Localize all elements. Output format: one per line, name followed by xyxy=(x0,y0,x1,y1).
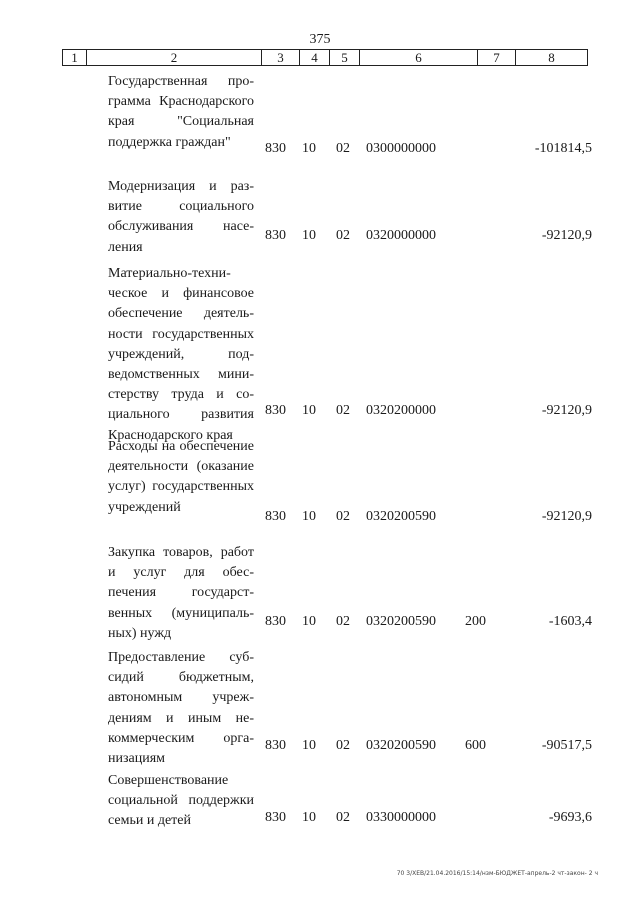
header-col-4: 4 xyxy=(299,50,329,65)
row-col-5: 02 xyxy=(336,614,350,629)
row-col-4: 10 xyxy=(302,141,316,156)
row-col-3: 830 xyxy=(265,403,286,418)
row-col-4: 10 xyxy=(302,403,316,418)
row-col-3: 830 xyxy=(265,509,286,524)
header-col-6: 6 xyxy=(359,50,477,65)
row-col-4: 10 xyxy=(302,228,316,243)
row-col-5: 02 xyxy=(336,738,350,753)
row-col-4: 10 xyxy=(302,810,316,825)
row-col-4: 10 xyxy=(302,509,316,524)
header-col-8: 8 xyxy=(515,50,587,65)
row-col-7: 600 xyxy=(465,738,486,753)
row-col-6: 0330000000 xyxy=(366,810,436,825)
header-col-5: 5 xyxy=(329,50,359,65)
row-col-5: 02 xyxy=(336,228,350,243)
row-amount: -9693,6 xyxy=(548,810,592,825)
row-col-6: 0320200590 xyxy=(366,509,436,524)
row-amount: -92120,9 xyxy=(541,228,592,243)
row-col-5: 02 xyxy=(336,810,350,825)
row-amount: -90517,5 xyxy=(541,738,592,753)
row-col-3: 830 xyxy=(265,810,286,825)
row-col-5: 02 xyxy=(336,141,350,156)
page-number: 375 xyxy=(309,32,331,47)
row-description: Предоставление субсидий бюджетным, автономным учреждениям и иным некоммерческим организациям xyxy=(108,650,254,767)
row-amount: -92120,9 xyxy=(541,403,592,418)
row-description: Расходы на обеспечение деятельности (оказание услуг) государственных учреждений xyxy=(108,439,254,515)
print-footer: 70 3/ХЕВ/21.04.2016/15:14/нзм-БЮДЖЕТ-апрель-2 чт-закон- 2 ч xyxy=(396,870,598,877)
header-col-1: 1 xyxy=(71,50,78,65)
header-col-3: 3 xyxy=(261,50,299,65)
row-col-5: 02 xyxy=(336,403,350,418)
row-col-3: 830 xyxy=(265,614,286,629)
row-col-3: 830 xyxy=(265,228,286,243)
header-col-2: 2 xyxy=(86,50,261,65)
row-col-3: 830 xyxy=(265,141,286,156)
row-col-5: 02 xyxy=(336,509,350,524)
header-col-7: 7 xyxy=(477,50,515,65)
row-description: Закупка товаров, работ и услуг для обеспечения государственных (муниципальных) нужд xyxy=(108,545,254,641)
row-description: Совершенствование социальной поддержки семьи и детей xyxy=(108,773,254,829)
row-col-6: 0320000000 xyxy=(366,228,436,243)
row-col-6: 0300000000 xyxy=(366,141,436,156)
row-amount: -92120,9 xyxy=(541,509,592,524)
row-col-6: 0320200000 xyxy=(366,403,436,418)
row-description: Материально-техническое и финансовое обеспечение деятельности государственных учреждений, подведомственных министерству труда и социального развития Краснодарского края xyxy=(108,266,254,443)
row-description: Модернизация и развитие социального обслуживания населения xyxy=(108,179,254,255)
row-amount: -101814,5 xyxy=(534,141,592,156)
row-description: Государственная программа Краснодарского края "Социальная поддержка граждан" xyxy=(108,74,254,150)
table-header xyxy=(62,49,588,66)
row-col-7: 200 xyxy=(465,614,486,629)
row-col-4: 10 xyxy=(302,738,316,753)
row-col-6: 0320200590 xyxy=(366,614,436,629)
row-amount: -1603,4 xyxy=(548,614,592,629)
row-col-3: 830 xyxy=(265,738,286,753)
row-col-6: 0320200590 xyxy=(366,738,436,753)
row-col-4: 10 xyxy=(302,614,316,629)
